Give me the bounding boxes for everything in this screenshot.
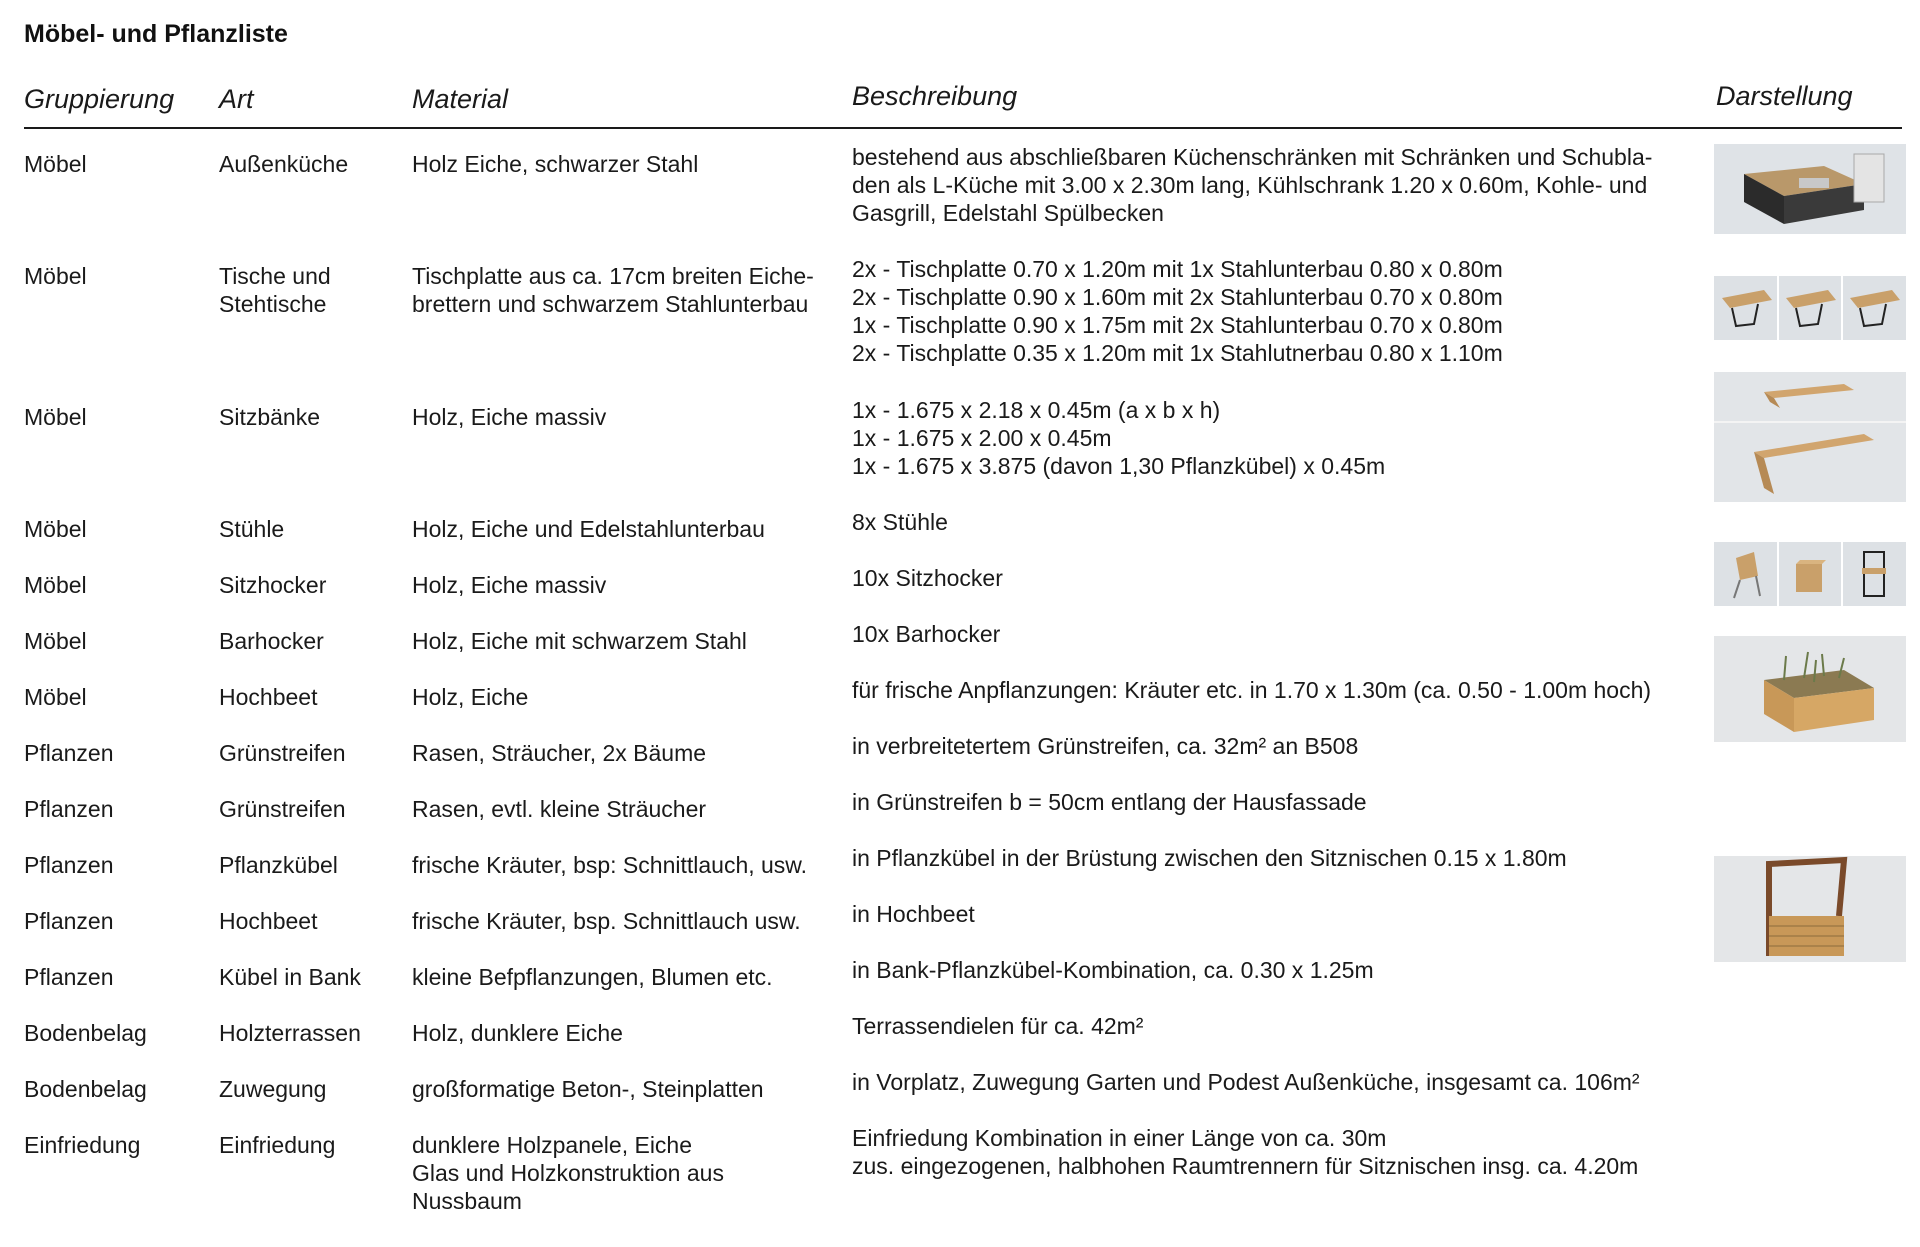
- cell-material: Holz, Eiche massiv: [412, 572, 607, 598]
- cell-material: Nussbaum: [412, 1188, 522, 1214]
- cell-material: Holz, Eiche: [412, 684, 529, 710]
- cell-beschreibung: 2x - Tischplatte 0.90 x 1.60m mit 2x Stahlunterbau 0.70 x 0.80m: [852, 284, 1503, 310]
- cell-material: dunklere Holzpanele, Eiche: [412, 1132, 693, 1158]
- header-art: Art: [219, 84, 254, 114]
- cell-beschreibung: in verbreitetertem Grünstreifen, ca. 32m² an B508: [852, 733, 1359, 759]
- cell-beschreibung: 10x Sitzhocker: [852, 565, 1003, 591]
- cell-gruppierung: Pflanzen: [24, 908, 114, 934]
- cell-beschreibung: 1x - 1.675 x 2.18 x 0.45m (a x b x h): [852, 397, 1221, 423]
- cell-material: frische Kräuter, bsp: Schnittlauch, usw.: [412, 852, 808, 878]
- cell-beschreibung: 1x - Tischplatte 0.90 x 1.75m mit 2x Stahlunterbau 0.70 x 0.80m: [852, 312, 1503, 338]
- cell-beschreibung: 2x - Tischplatte 0.70 x 1.20m mit 1x Stahlunterbau 0.80 x 0.80m: [852, 256, 1503, 282]
- cell-art: Holzterrassen: [219, 1020, 361, 1046]
- cell-beschreibung: 10x Barhocker: [852, 621, 1001, 647]
- cell-art: Einfriedung: [219, 1132, 336, 1158]
- cell-material: Holz, dunklere Eiche: [412, 1020, 623, 1046]
- cell-gruppierung: Möbel: [24, 404, 87, 430]
- cell-art: Stehtische: [219, 291, 327, 317]
- cell-gruppierung: Möbel: [24, 628, 87, 654]
- cell-art: Tische und: [219, 263, 331, 289]
- cell-gruppierung: Möbel: [24, 263, 87, 289]
- header-divider: [24, 127, 1902, 129]
- tables-render: [1714, 276, 1906, 340]
- cell-art: Grünstreifen: [219, 740, 346, 766]
- page-title: Möbel- und Pflanzliste: [24, 20, 288, 48]
- cell-art: Barhocker: [219, 628, 324, 654]
- cell-material: brettern und schwarzem Stahlunterbau: [412, 291, 809, 317]
- cell-art: Hochbeet: [219, 908, 318, 934]
- cell-gruppierung: Möbel: [24, 516, 87, 542]
- cell-material: Holz, Eiche und Edelstahlunterbau: [412, 516, 765, 542]
- stools-render: [1714, 542, 1906, 606]
- cell-gruppierung: Möbel: [24, 151, 87, 177]
- cell-gruppierung: Pflanzen: [24, 852, 114, 878]
- cell-art: Pflanzkübel: [219, 852, 338, 878]
- header-gruppierung: Gruppierung: [24, 84, 175, 114]
- cell-art: Kübel in Bank: [219, 964, 361, 990]
- cell-beschreibung: in Bank-Pflanzkübel-Kombination, ca. 0.30 x 1.25m: [852, 957, 1374, 983]
- cell-art: Hochbeet: [219, 684, 318, 710]
- cell-material: kleine Befpflanzungen, Blumen etc.: [412, 964, 773, 990]
- cell-art: Sitzhocker: [219, 572, 327, 598]
- cell-beschreibung: bestehend aus abschließbaren Küchenschränken mit Schränken und Schubla-: [852, 144, 1653, 170]
- cell-gruppierung: Pflanzen: [24, 796, 114, 822]
- cell-material: Glas und Holzkonstruktion aus: [412, 1160, 724, 1186]
- cell-beschreibung: in Hochbeet: [852, 901, 975, 927]
- cell-beschreibung: in Grünstreifen b = 50cm entlang der Hausfassade: [852, 789, 1367, 815]
- cell-art: Zuwegung: [219, 1076, 327, 1102]
- raised-bed-render: [1714, 636, 1906, 742]
- cell-beschreibung: 8x Stühle: [852, 509, 948, 535]
- header-darstellung: Darstellung: [1716, 81, 1853, 111]
- cell-material: frische Kräuter, bsp. Schnittlauch usw.: [412, 908, 801, 934]
- cell-gruppierung: Einfriedung: [24, 1132, 141, 1158]
- cell-material: Rasen, evtl. kleine Sträucher: [412, 796, 707, 822]
- cell-art: Sitzbänke: [219, 404, 321, 430]
- cell-art: Grünstreifen: [219, 796, 346, 822]
- cell-beschreibung: zus. eingezogenen, halbhohen Raumtrennern für Sitznischen insg. ca. 4.20m: [852, 1153, 1639, 1179]
- cell-gruppierung: Bodenbelag: [24, 1020, 147, 1046]
- cell-beschreibung: in Pflanzkübel in der Brüstung zwischen den Sitznischen 0.15 x 1.80m: [852, 845, 1567, 871]
- cell-beschreibung: Terrassendielen für ca. 42m²: [852, 1013, 1144, 1039]
- outdoor-kitchen-render: [1714, 144, 1906, 234]
- cell-art: Außenküche: [219, 151, 349, 177]
- cell-gruppierung: Möbel: [24, 684, 87, 710]
- cell-gruppierung: Bodenbelag: [24, 1076, 147, 1102]
- cell-beschreibung: für frische Anpflanzungen: Kräuter etc. in 1.70 x 1.30m (ca. 0.50 - 1.00m hoch): [852, 677, 1652, 703]
- cell-gruppierung: Pflanzen: [24, 740, 114, 766]
- header-material: Material: [412, 84, 509, 114]
- cell-art: Stühle: [219, 516, 285, 542]
- cell-material: Rasen, Sträucher, 2x Bäume: [412, 740, 707, 766]
- cell-beschreibung: den als L-Küche mit 3.00 x 2.30m lang, Kühlschrank 1.20 x 0.60m, Kohle- und: [852, 172, 1648, 198]
- cell-material: Tischplatte aus ca. 17cm breiten Eiche-: [412, 263, 814, 289]
- cell-gruppierung: Möbel: [24, 572, 87, 598]
- cell-beschreibung: 1x - 1.675 x 3.875 (davon 1,30 Pflanzkübel) x 0.45m: [852, 453, 1386, 479]
- cell-beschreibung: 2x - Tischplatte 0.35 x 1.20m mit 1x Stahlutnerbau 0.80 x 1.10m: [852, 340, 1503, 366]
- cell-material: Holz, Eiche mit schwarzem Stahl: [412, 628, 747, 654]
- header-beschreibung: Beschreibung: [852, 81, 1018, 111]
- cell-gruppierung: Pflanzen: [24, 964, 114, 990]
- cell-material: großformatige Beton-, Steinplatten: [412, 1076, 764, 1102]
- cell-beschreibung: in Vorplatz, Zuwegung Garten und Podest Außenküche, insgesamt ca. 106m²: [852, 1069, 1640, 1095]
- benches-render: [1714, 372, 1906, 502]
- cell-beschreibung: Gasgrill, Edelstahl Spülbecken: [852, 200, 1164, 226]
- cell-material: Holz Eiche, schwarzer Stahl: [412, 151, 699, 177]
- planter-partition-render: [1714, 856, 1906, 962]
- cell-beschreibung: 1x - 1.675 x 2.00 x 0.45m: [852, 425, 1112, 451]
- cell-beschreibung: Einfriedung Kombination in einer Länge von ca. 30m: [852, 1125, 1387, 1151]
- cell-material: Holz, Eiche massiv: [412, 404, 607, 430]
